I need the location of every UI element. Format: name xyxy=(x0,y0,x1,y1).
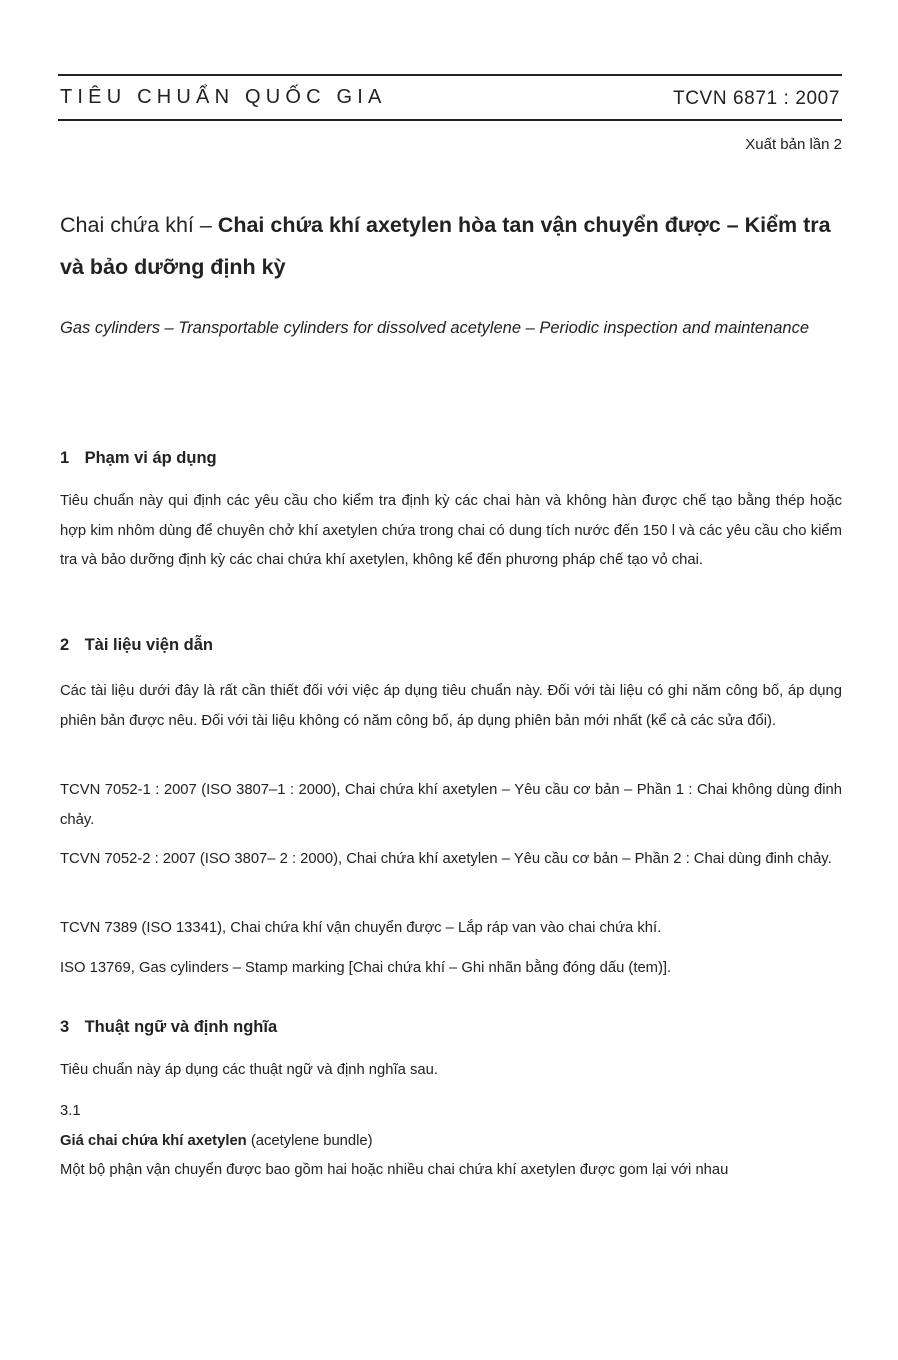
section-2-intro: Các tài liệu dưới đây là rất cần thiết đối với việc áp dụng tiêu chuẩn này. Đối với tài liệu có ghi năm công bố, áp dụng phiên bản được nêu. Đối với tài liệu không có năm công bố, áp dụng phiên bản mới nhất (kể cả các sửa đổi). xyxy=(60,683,842,729)
standard-number: TCVN 6871 : 2007 xyxy=(673,88,840,109)
term-heading xyxy=(60,1133,373,1149)
standard-category: TIÊU CHUẨN QUỐC GIA xyxy=(60,86,387,108)
section-title: Tài liệu viện dẫn xyxy=(84,636,213,654)
term-definition: Một bộ phận vận chuyển được bao gồm hai hoặc nhiều chai chứa khí axetylen được gom lại với nhau xyxy=(60,1162,729,1178)
document-title xyxy=(60,204,850,288)
reference-item: TCVN 7389 (ISO 13341), Chai chứa khí vận chuyển được – Lắp ráp van vào chai chứa khí. xyxy=(60,920,662,936)
section-2-heading xyxy=(60,636,213,655)
section-title: Phạm vi áp dụng xyxy=(84,449,217,467)
section-number: 2 xyxy=(60,636,70,654)
title-main: Chai chứa khí axetylen hòa tan vận chuyển được – Kiểm tra và bảo dưỡng định kỳ xyxy=(60,213,831,279)
header-top-rule xyxy=(58,74,842,76)
section-3-intro: Tiêu chuẩn này áp dụng các thuật ngữ và định nghĩa sau. xyxy=(60,1062,438,1078)
term-en: (acetylene bundle) xyxy=(246,1133,373,1149)
section-1-heading xyxy=(60,449,217,468)
section-number: 3 xyxy=(60,1018,70,1036)
title-prefix: Chai chứa khí – xyxy=(60,213,218,237)
subsection-number: 3.1 xyxy=(60,1103,81,1119)
reference-item: TCVN 7052-1 : 2007 (ISO 3807–1 : 2000), Chai chứa khí axetylen – Yêu cầu cơ bản – Phần 1 : Chai không dùng đinh chảy. xyxy=(60,782,842,828)
term-vi: Giá chai chứa khí axetylen xyxy=(60,1133,247,1149)
section-1-paragraph: Tiêu chuẩn này qui định các yêu cầu cho kiểm tra định kỳ các chai hàn và không hàn được chế tạo bằng thép hoặc hợp kim nhôm dùng để chuyên chở khí axetylen chứa trong chai có dung tích nước đến 150 l và các yêu cầu cho kiểm tra và bảo dưỡng định kỳ các chai chứa khí axetylen, không kể đến phương pháp chế tạo vỏ chai. xyxy=(60,493,842,568)
section-title: Thuật ngữ và định nghĩa xyxy=(84,1018,278,1036)
reference-item: ISO 13769, Gas cylinders – Stamp marking [Chai chứa khí – Ghi nhãn bằng đóng dấu (tem)]. xyxy=(60,960,672,976)
section-3-heading xyxy=(60,1018,277,1037)
section-number: 1 xyxy=(60,449,70,467)
reference-item: TCVN 7052-2 : 2007 (ISO 3807– 2 : 2000), Chai chứa khí axetylen – Yêu cầu cơ bản – Phần 2 : Chai dùng đinh chảy. xyxy=(60,851,832,867)
english-title: Gas cylinders – Transportable cylinders for dissolved acetylene – Periodic inspection and maintenance xyxy=(60,319,810,337)
header-bottom-rule xyxy=(58,119,842,121)
edition-note: Xuất bản lần 2 xyxy=(745,136,842,153)
